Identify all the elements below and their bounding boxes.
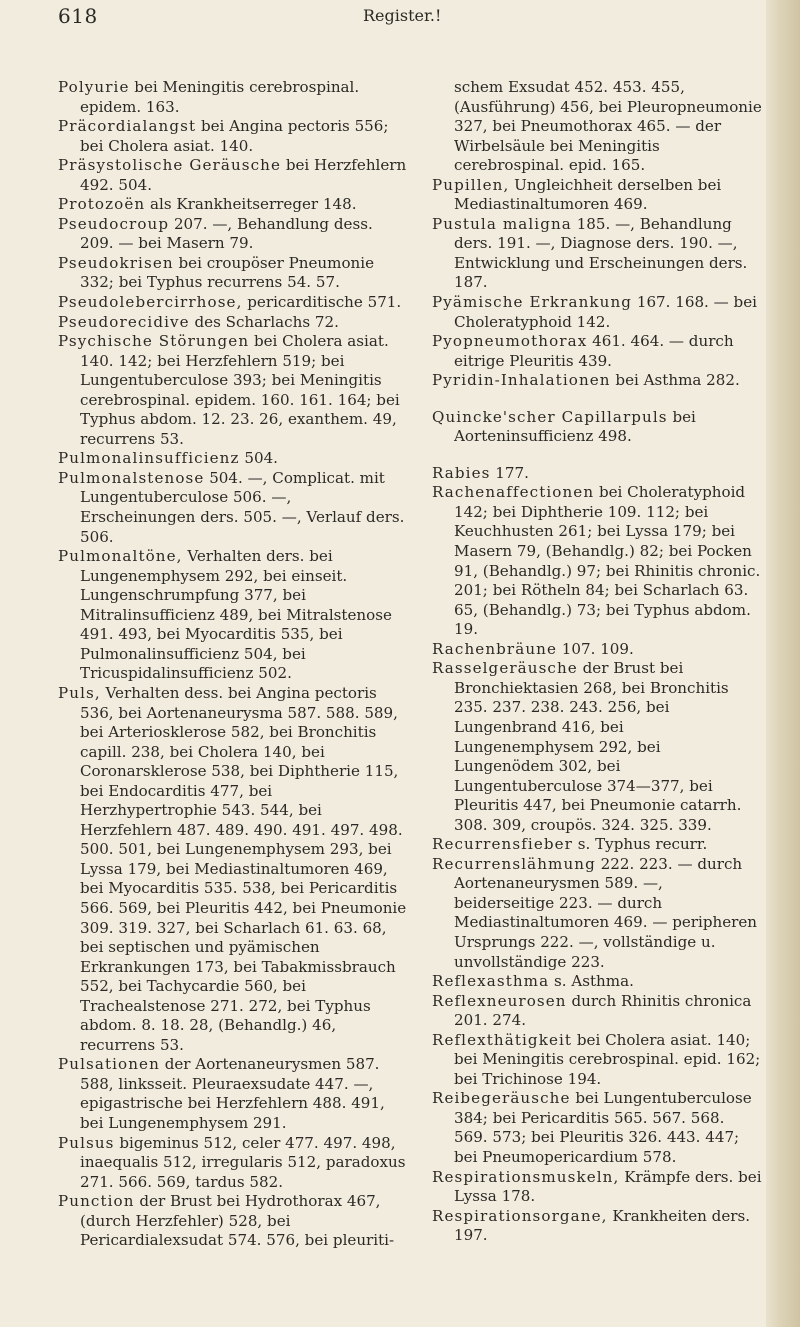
entry-headword: Pulmonalinsufficienz: [58, 449, 240, 468]
entry-references: Krämpfe ders. bei Lyssa 178.: [454, 1167, 762, 1206]
entry-headword: Quincke'scher Capillarpuls: [432, 407, 668, 426]
entry-headword: Rachenbräune: [432, 639, 557, 658]
index-entry: [432, 835, 762, 855]
entry-references: 167. 168. — bei Choleratyphoid 142.: [454, 293, 757, 331]
entry-references: 461. 464. — durch eitrige Pleuritis 439.: [454, 332, 734, 370]
index-entry: [58, 313, 408, 333]
entry-references: bei Aorteninsufficienz 498.: [454, 407, 696, 446]
index-entry: [432, 992, 762, 1031]
entry-headword: Pseudocroup: [58, 214, 170, 233]
index-entry: [432, 1089, 762, 1167]
entry-headword: Polyurie: [58, 78, 130, 96]
entry-headword: Pseudokrisen: [58, 253, 174, 272]
entry-references: Krankheiten ders. 197.: [454, 1206, 751, 1245]
entry-references: 207. —, Behandlung dess. 209. — bei Masern 79.: [80, 214, 373, 253]
left-column: [58, 78, 408, 1251]
index-entry: [58, 195, 408, 215]
index-entry: [58, 332, 408, 449]
index-entry: [432, 464, 762, 484]
entry-headword: Pulmonaltöne,: [58, 547, 183, 566]
entry-headword: Respirationsmuskeln,: [432, 1167, 620, 1186]
entry-headword: Punction: [58, 1192, 135, 1211]
entry-headword: Pyridin-Inhalationen: [432, 371, 611, 390]
entry-headword: Recurrensfieber: [432, 835, 573, 854]
entry-references: bei Herzfehlern 492. 504.: [80, 156, 407, 194]
entry-references: der Brust bei Bronchiektasien 268, bei Bronchitis 235. 237. 238. 243. 256, bei Lungenbrand 416, bei Lungenemphysem 292, bei Lungenödem 302, bei Lungentuberculose 374—377, bei Pleuritis 447, bei Pneumonie catarrh. 308. 309, croupös. 324. 325. 339.: [454, 659, 742, 834]
index-entry: [58, 1134, 408, 1193]
entry-references: bei Lungentuberculose 384; bei Pericarditis 565. 567. 568. 569. 573; bei Pleuritis 326. 443. 447; bei Pneumopericardium 578.: [454, 1089, 752, 1166]
index-entry: [432, 408, 762, 447]
index-entry: [432, 972, 762, 992]
letter-section-gap: [432, 391, 762, 408]
entry-references: bei Angina pectoris 556; bei Cholera asiat. 140.: [80, 117, 389, 155]
entry-references: s. Typhus recurr.: [572, 835, 708, 854]
index-entry: [58, 469, 408, 547]
entry-references: schem Exsudat 452. 453. 455, (Ausführung) 456, bei Pleuropneumonie 327, bei Pneumothorax 465. — der Wirbelsäule bei Meningitis cerebrospinal. epid. 165.: [454, 78, 762, 175]
index-entry: [432, 293, 762, 332]
entry-references: bei Asthma 282.: [610, 371, 740, 390]
entry-headword: Pyopneumothorax: [432, 332, 588, 351]
entry-headword: Präsystolische Geräusche: [58, 156, 282, 175]
index-entry: [58, 215, 408, 254]
right-column: [432, 78, 762, 1246]
index-entry: [58, 1192, 408, 1251]
index-entry: [58, 78, 408, 117]
entry-references: 222. 223. — durch Aortenaneurysmen 589. —, beiderseitige 223. — durch Mediastinaltumoren 469. — peripheren Ursprungs 222. —, vollständige u. unvollständige 223.: [454, 854, 758, 971]
entry-headword: Rasselgeräusche: [432, 659, 578, 678]
entry-references: s. Asthma.: [549, 972, 634, 991]
index-entry: [58, 117, 408, 156]
entry-references: Ungleichheit derselben bei Mediastinaltumoren 469.: [454, 175, 722, 214]
entry-references: 504. —, Complicat. mit Lungentuberculose 506. —, Erscheinungen ders. 505. —, Verlauf ders. 506.: [80, 468, 405, 546]
entry-headword: Reflexthätigkeit: [432, 1030, 573, 1049]
page-number: 618: [58, 4, 98, 28]
index-entry: [58, 293, 408, 313]
index-entry: [58, 547, 408, 684]
entry-references: bei Cholera asiat. 140; bei Meningitis cerebrospinal. epid. 162; bei Trichinose 194.: [454, 1030, 761, 1088]
index-entry: [432, 483, 762, 639]
entry-references: 177.: [490, 463, 529, 482]
index-entry: [432, 659, 762, 835]
entry-headword: Pustula maligna: [432, 214, 572, 233]
index-entry: [58, 254, 408, 293]
entry-references: bei Choleratyphoid 142; bei Diphtherie 109. 112; bei Keuchhusten 261; bei Lyssa 179; bei Masern 79, (Behandlg.) 82; bei Pocken 91, (Behandlg.) 97; bei Rhinitis chronic. 201; bei Rötheln 84; bei Scharlach 63. 65, (Behandlg.) 73; bei Typhus abdom. 19.: [454, 483, 761, 639]
index-entry: [432, 1031, 762, 1090]
entry-references: 185. —, Behandlung ders. 191. —, Diagnose ders. 190. —, Entwicklung und Erscheinungen ders. 187.: [454, 214, 748, 292]
entry-headword: Pseudorecidive: [58, 312, 190, 331]
index-entry: [432, 371, 762, 391]
entry-headword: Pseudolebercirrhose,: [58, 293, 243, 312]
entry-references: bei Cholera asiat. 140. 142; bei Herzfehlern 519; bei Lungentuberculose 393; bei Meningitis cerebrospinal. epidem. 160. 161. 164; bei Typhus abdom. 12. 23. 26, exanthem. 49, recurrens 53.: [80, 332, 400, 448]
entry-headword: Protozoën: [58, 195, 146, 214]
entry-references: 504.: [239, 449, 278, 468]
entry-headword: Psychische Störungen: [58, 332, 250, 351]
index-entry: [432, 1168, 762, 1207]
entry-headword: Pyämische Erkrankung: [432, 293, 633, 312]
letter-section-gap: [432, 447, 762, 464]
index-entry: [58, 156, 408, 195]
index-entry: [58, 1055, 408, 1133]
entry-headword: Pulmonalstenose: [58, 468, 205, 487]
index-entry: [432, 855, 762, 972]
entry-references: bigeminus 512, celer 477. 497. 498, inaequalis 512, irregularis 512, paradoxus 271. 566. 569, tardus 582.: [80, 1133, 406, 1191]
entry-references: der Brust bei Hydrothorax 467, (durch Herzfehler) 528, bei Pericardialexsudat 574. 576, bei pleuriti-: [80, 1192, 395, 1250]
page-header: [0, 0, 766, 40]
entry-headword: Präcordialangst: [58, 117, 197, 136]
entry-headword: Pulsus: [58, 1133, 115, 1152]
running-head: Register.!: [363, 6, 442, 25]
entry-headword: Reibegeräusche: [432, 1089, 571, 1108]
entry-headword: Puls,: [58, 683, 101, 702]
entry-references: der Aortenaneurysmen 587. 588, linksseit. Pleuraexsudate 447. —, epigastrische bei Herzfehlern 488. 491, bei Lungenemphysem 291.: [80, 1055, 385, 1132]
page-edge: [766, 0, 800, 1327]
entry-headword: Recurrenslähmung: [432, 854, 596, 873]
entry-headword: Pupillen,: [432, 175, 510, 194]
entry-headword: Reflexneurosen: [432, 991, 567, 1010]
index-entry: [58, 684, 408, 1055]
entry-headword: Pulsationen: [58, 1055, 160, 1074]
entry-references: Verhalten ders. bei Lungenemphysem 292, bei einseit. Lungenschrumpfung 377, bei Mitralinsufficienz 489, bei Mitralstenose 491. 493, bei Myocarditis 535, bei Pulmonalinsufficienz 504, bei Tricuspidalinsufficienz 502.: [80, 547, 392, 683]
index-entry: [432, 332, 762, 371]
entry-references: bei croupöser Pneumonie 332; bei Typhus recurrens 54. 57.: [80, 253, 375, 292]
index-entry: [58, 449, 408, 469]
entry-references: des Scharlachs 72.: [189, 312, 339, 331]
entry-references: als Krankheitserreger 148.: [145, 195, 357, 214]
index-entry: [432, 640, 762, 660]
entry-references: Verhalten dess. bei Angina pectoris 536, bei Aortenaneurysma 587. 588. 589, bei Arteriosklerose 582, bei Bronchitis capill. 238, bei Cholera 140, bei Coronarsklerose 538, bei Diphtherie 115, bei Endocarditis 477, bei Herzhypertrophie 543. 544, bei Herzfehlern 487. 489. 490. 491. 497. 498. 500. 501, bei Lungenemphysem 293, bei Lyssa 179, bei Mediastinaltumoren 469, bei Myocarditis 535. 538, bei Pericarditis 566. 569, bei Pleuritis 442, bei Pneumonie 309. 319. 327, bei Scharlach 61. 63. 68, bei septischen und pyämischen Erkrankungen 173, bei Tabakmissbrauch 552, bei Tachycardie 560, bei Trachealstenose 271. 272, bei Typhus abdom. 8. 18. 28, (Behandlg.) 46, recurrens 53.: [80, 683, 407, 1054]
entry-headword: Reflexasthma: [432, 972, 550, 991]
entry-headword: Rabies: [432, 463, 491, 482]
index-entry: [432, 1207, 762, 1246]
entry-references: durch Rhinitis chronica 201. 274.: [454, 991, 752, 1030]
entry-references: bei Meningitis cerebrospinal. epidem. 163.: [80, 78, 360, 116]
index-entry: [432, 176, 762, 215]
entry-references: 107. 109.: [557, 639, 634, 658]
index-entry: [432, 215, 762, 293]
index-entry: [432, 78, 762, 176]
entry-references: pericarditische 571.: [242, 293, 402, 312]
entry-headword: Respirationsorgane,: [432, 1206, 608, 1225]
entry-headword: Rachenaffectionen: [432, 483, 595, 502]
